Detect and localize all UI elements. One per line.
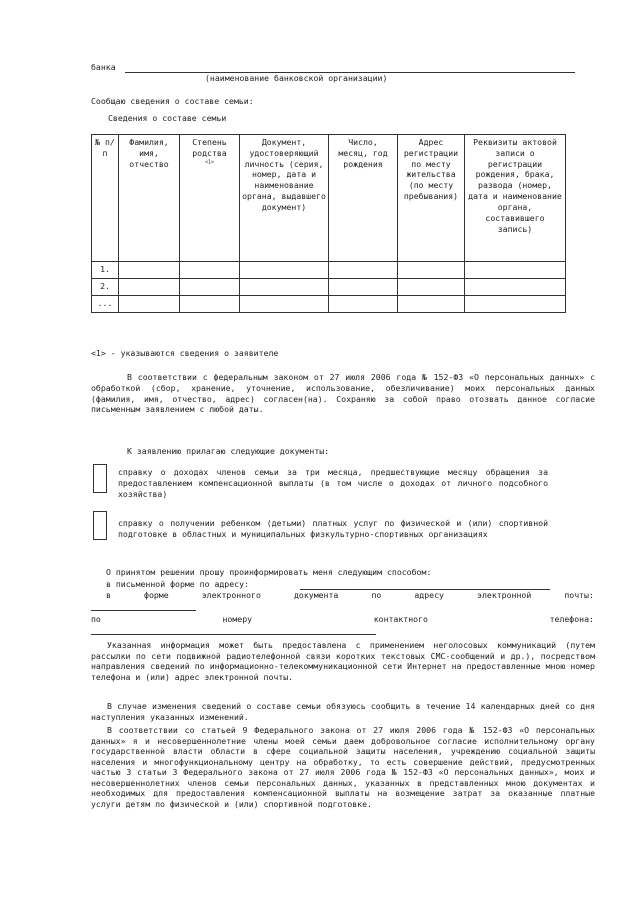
document-1-label: справку о доходах членов семьи за три месяца, предшествующие месяцу обращения за предоставлением компенсационной выплаты (в том числе о доходах от личного подсобного хозяйства) bbox=[118, 467, 548, 499]
col-relation-label: Степень родства bbox=[192, 137, 227, 158]
table-cell[interactable] bbox=[180, 279, 240, 296]
col-number: № п/п bbox=[92, 135, 119, 262]
table-cell[interactable] bbox=[329, 279, 398, 296]
table-cell[interactable] bbox=[240, 279, 329, 296]
col-birthdate: Число, месяц, год рождения bbox=[329, 135, 398, 262]
word: почты: bbox=[564, 590, 594, 600]
col-address: Адрес регистрации по месту жительства (по месту пребывания) bbox=[398, 135, 465, 262]
document-2-label: справку о получении ребенком (детьми) платных услуг по физической и (или) спортивной подготовке в областных и муниципальных физкультурно-спортивных организациях bbox=[118, 518, 548, 539]
notify-intro: О принятом решении прошу проинформировать меня следующим способом: bbox=[106, 567, 432, 577]
bank-label: банка bbox=[91, 62, 116, 72]
table-cell[interactable] bbox=[398, 262, 465, 279]
bank-hint: (наименование банковской организации) bbox=[205, 73, 388, 83]
consent-paragraph: В соответствии с федеральным законом от 27 июля 2006 года № 152-ФЗ «О персональных данных» с обработкой (сбор, хранение, уточнение, использование, обезличивание) моих персональных данных (фамилия, имя, отчество, адрес) согласен(на). Сохраняю за собой право отозвать данное согласие письменным заявлением с любой даты. bbox=[91, 372, 595, 415]
phone-field[interactable] bbox=[91, 634, 376, 635]
family-table bbox=[91, 134, 566, 313]
table-row bbox=[92, 279, 566, 296]
change-paragraph: В случае изменения сведений о составе семьи обязуюсь сообщить в течение 14 календарных дней со дня наступления указанных изменений. bbox=[91, 701, 595, 722]
table-row bbox=[92, 296, 566, 313]
sms-paragraph: Указанная информация может быть предоставлена с применением неголосовых коммуникаций (путем рассылки по сети подвижной радиотелефонной связи коротких текстовых СМС-сообщений и др.), посредством направления сведений по информационно-телекоммуникационной сети Интернет на предоставленные мною номер телефона и (или) адрес электронной почты. bbox=[91, 640, 595, 682]
table-row bbox=[92, 262, 566, 279]
word: номеру bbox=[222, 614, 253, 624]
table-cell[interactable] bbox=[465, 296, 566, 313]
col-relation bbox=[180, 135, 240, 262]
table-caption: Сведения о составе семьи bbox=[108, 113, 227, 123]
word: адресу bbox=[414, 590, 444, 600]
row-number: 2. bbox=[92, 279, 119, 296]
document-1-checkbox[interactable] bbox=[93, 464, 107, 493]
report-line: Сообщаю сведения о составе семьи: bbox=[91, 96, 254, 106]
word: контактного bbox=[373, 614, 428, 624]
word: по bbox=[91, 614, 101, 624]
table-cell[interactable] bbox=[329, 262, 398, 279]
table-cell[interactable] bbox=[398, 296, 465, 313]
table-cell[interactable] bbox=[180, 296, 240, 313]
notify-written: в письменной форме по адресу: bbox=[106, 579, 249, 589]
table-cell[interactable] bbox=[119, 296, 180, 313]
notify-email-line bbox=[106, 590, 594, 601]
attach-intro: К заявлению прилагаю следующие документы: bbox=[127, 446, 330, 456]
table-cell[interactable] bbox=[119, 279, 180, 296]
notify-phone-line bbox=[91, 614, 594, 625]
document-2-checkbox[interactable] bbox=[93, 511, 107, 540]
word: в bbox=[106, 590, 111, 600]
word: форме bbox=[144, 590, 169, 600]
table-cell[interactable] bbox=[465, 279, 566, 296]
table-cell[interactable] bbox=[240, 296, 329, 313]
col-civil-record: Реквизиты актовой записи о регистрации рождения, брака, развода (номер, дата и наименование органа, составившего запись) bbox=[465, 135, 566, 262]
col-fio: Фамилия, имя, отчество bbox=[119, 135, 180, 262]
footnote-ref: <1> bbox=[204, 158, 215, 165]
table-cell[interactable] bbox=[180, 262, 240, 279]
row-number: 1. bbox=[92, 262, 119, 279]
footnote: <1> - указываются сведения о заявителе bbox=[91, 348, 279, 358]
col-id-document: Документ, удостоверяющий личность (серия, номер, дата и наименование органа, выдавшего документ) bbox=[240, 135, 329, 262]
table-cell[interactable] bbox=[465, 262, 566, 279]
email-field[interactable] bbox=[91, 610, 196, 611]
word: телефона: bbox=[549, 614, 594, 624]
table-header-row bbox=[92, 135, 566, 262]
table-cell[interactable] bbox=[240, 262, 329, 279]
word: документа bbox=[293, 590, 339, 600]
minors-consent-paragraph: В соответствии со статьей 9 Федерального закона от 27 июля 2006 года № 152-ФЗ «О персональных данных» я и несовершеннолетние члены моей семьи даем добровольное согласие исполнительному органу государственной власти области в сфере социальной защиты населения, учреждению социальной защиты населения и многофункциональному центру на обработку, то есть совершение действий, предусмотренных частью 3 статьи 3 Федерального закона от 27 июля 2006 года № 152-ФЗ «О персональных данных», моих и несовершеннолетних членов семьи персональных данных, указанных в представленных мною документах и необходимых для предоставления компенсационной выплаты на возмещение затрат за оказанные платные услуги детям по физической и (или) спортивной подготовке. bbox=[91, 725, 595, 809]
table-cell[interactable] bbox=[329, 296, 398, 313]
table-cell[interactable] bbox=[398, 279, 465, 296]
word: по bbox=[371, 590, 382, 600]
row-number: ... bbox=[92, 296, 119, 313]
word: электронной bbox=[477, 590, 532, 600]
word: электронного bbox=[201, 590, 261, 600]
table-cell[interactable] bbox=[119, 262, 180, 279]
